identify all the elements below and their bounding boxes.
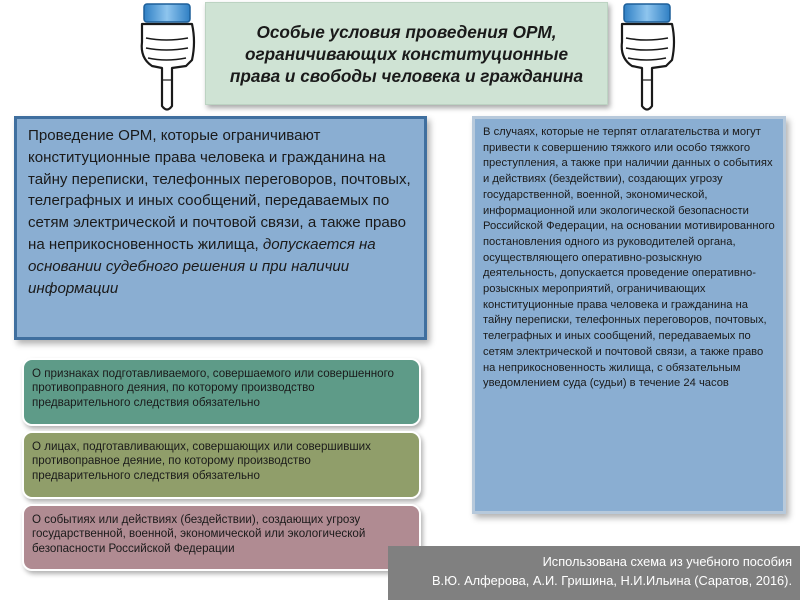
court-decision-block [14, 116, 427, 340]
slide-title-text: Особые условия проведения ОРМ, ограничивающих конституционные права и свободы человека и гражданина [229, 21, 584, 86]
urgent-cases-block [472, 116, 786, 514]
court-decision-text: Проведение ОРМ, которые ограничивают конституционные права человека и гражданина на тайну переписки, телефонных переговоров, почтовых, телеграфных и иных сообщений, передаваемых по сетям электрической и почтовой связи, а также право на неприкосновенность жилища, [28, 127, 411, 253]
court-decision-emphasis: допускается на основании судебного решения и при наличии информации [28, 235, 376, 297]
slide-title [205, 2, 608, 105]
urgent-cases-text: В случаях, которые не терпят отлагательства и могут привести к совершению тяжкого или особо тяжкого преступления, а также при наличии данных о событиях и действиях (бездействии), создающих угрозу государственной, военной, экономической, информационной или экологической безопасности Российской Федерации, на основании мотивированного постановления одного из руководителей органа, осуществляющего оперативно-розыскную деятельность, допускается проведение оперативно-розыскных мероприятий, ограничивающих конституционные права человека и гражданина на тайну переписки, телефонных переговоров, почтовых, телеграфных и иных сообщений, передаваемых по сетям электрической и почтовой связи, а также право на неприкосновенность жилища, с обязательным уведомлением суда (судьи) в течение 24 часов [483, 126, 775, 390]
source-note [388, 546, 800, 600]
info-box-text: О признаках подготавливаемого, совершаемого или совершенного противоправного деяния, по которому производство предварительного следствия обязательно [32, 367, 394, 409]
source-note-line: Использована схема из учебного пособия [542, 554, 792, 569]
info-box-text: О лицах, подготавливающих, совершающих или совершивших противоправное деяние, по которому производство предварительного следствия обязательно [32, 440, 371, 482]
pointing-down-hand-icon [132, 2, 202, 114]
info-box-signs-of-act [22, 358, 421, 426]
pointing-down-hand-icon [612, 2, 682, 114]
info-box-persons [22, 431, 421, 499]
info-box-events [22, 504, 421, 571]
source-note-line: В.Ю. Алферова, А.И. Гришина, Н.И.Ильина (Саратов, 2016). [432, 573, 792, 588]
info-box-text: О событиях или действиях (бездействии), создающих угрозу государственной, военной, экономической или экологической безопасности Российской Федерации [32, 513, 366, 555]
